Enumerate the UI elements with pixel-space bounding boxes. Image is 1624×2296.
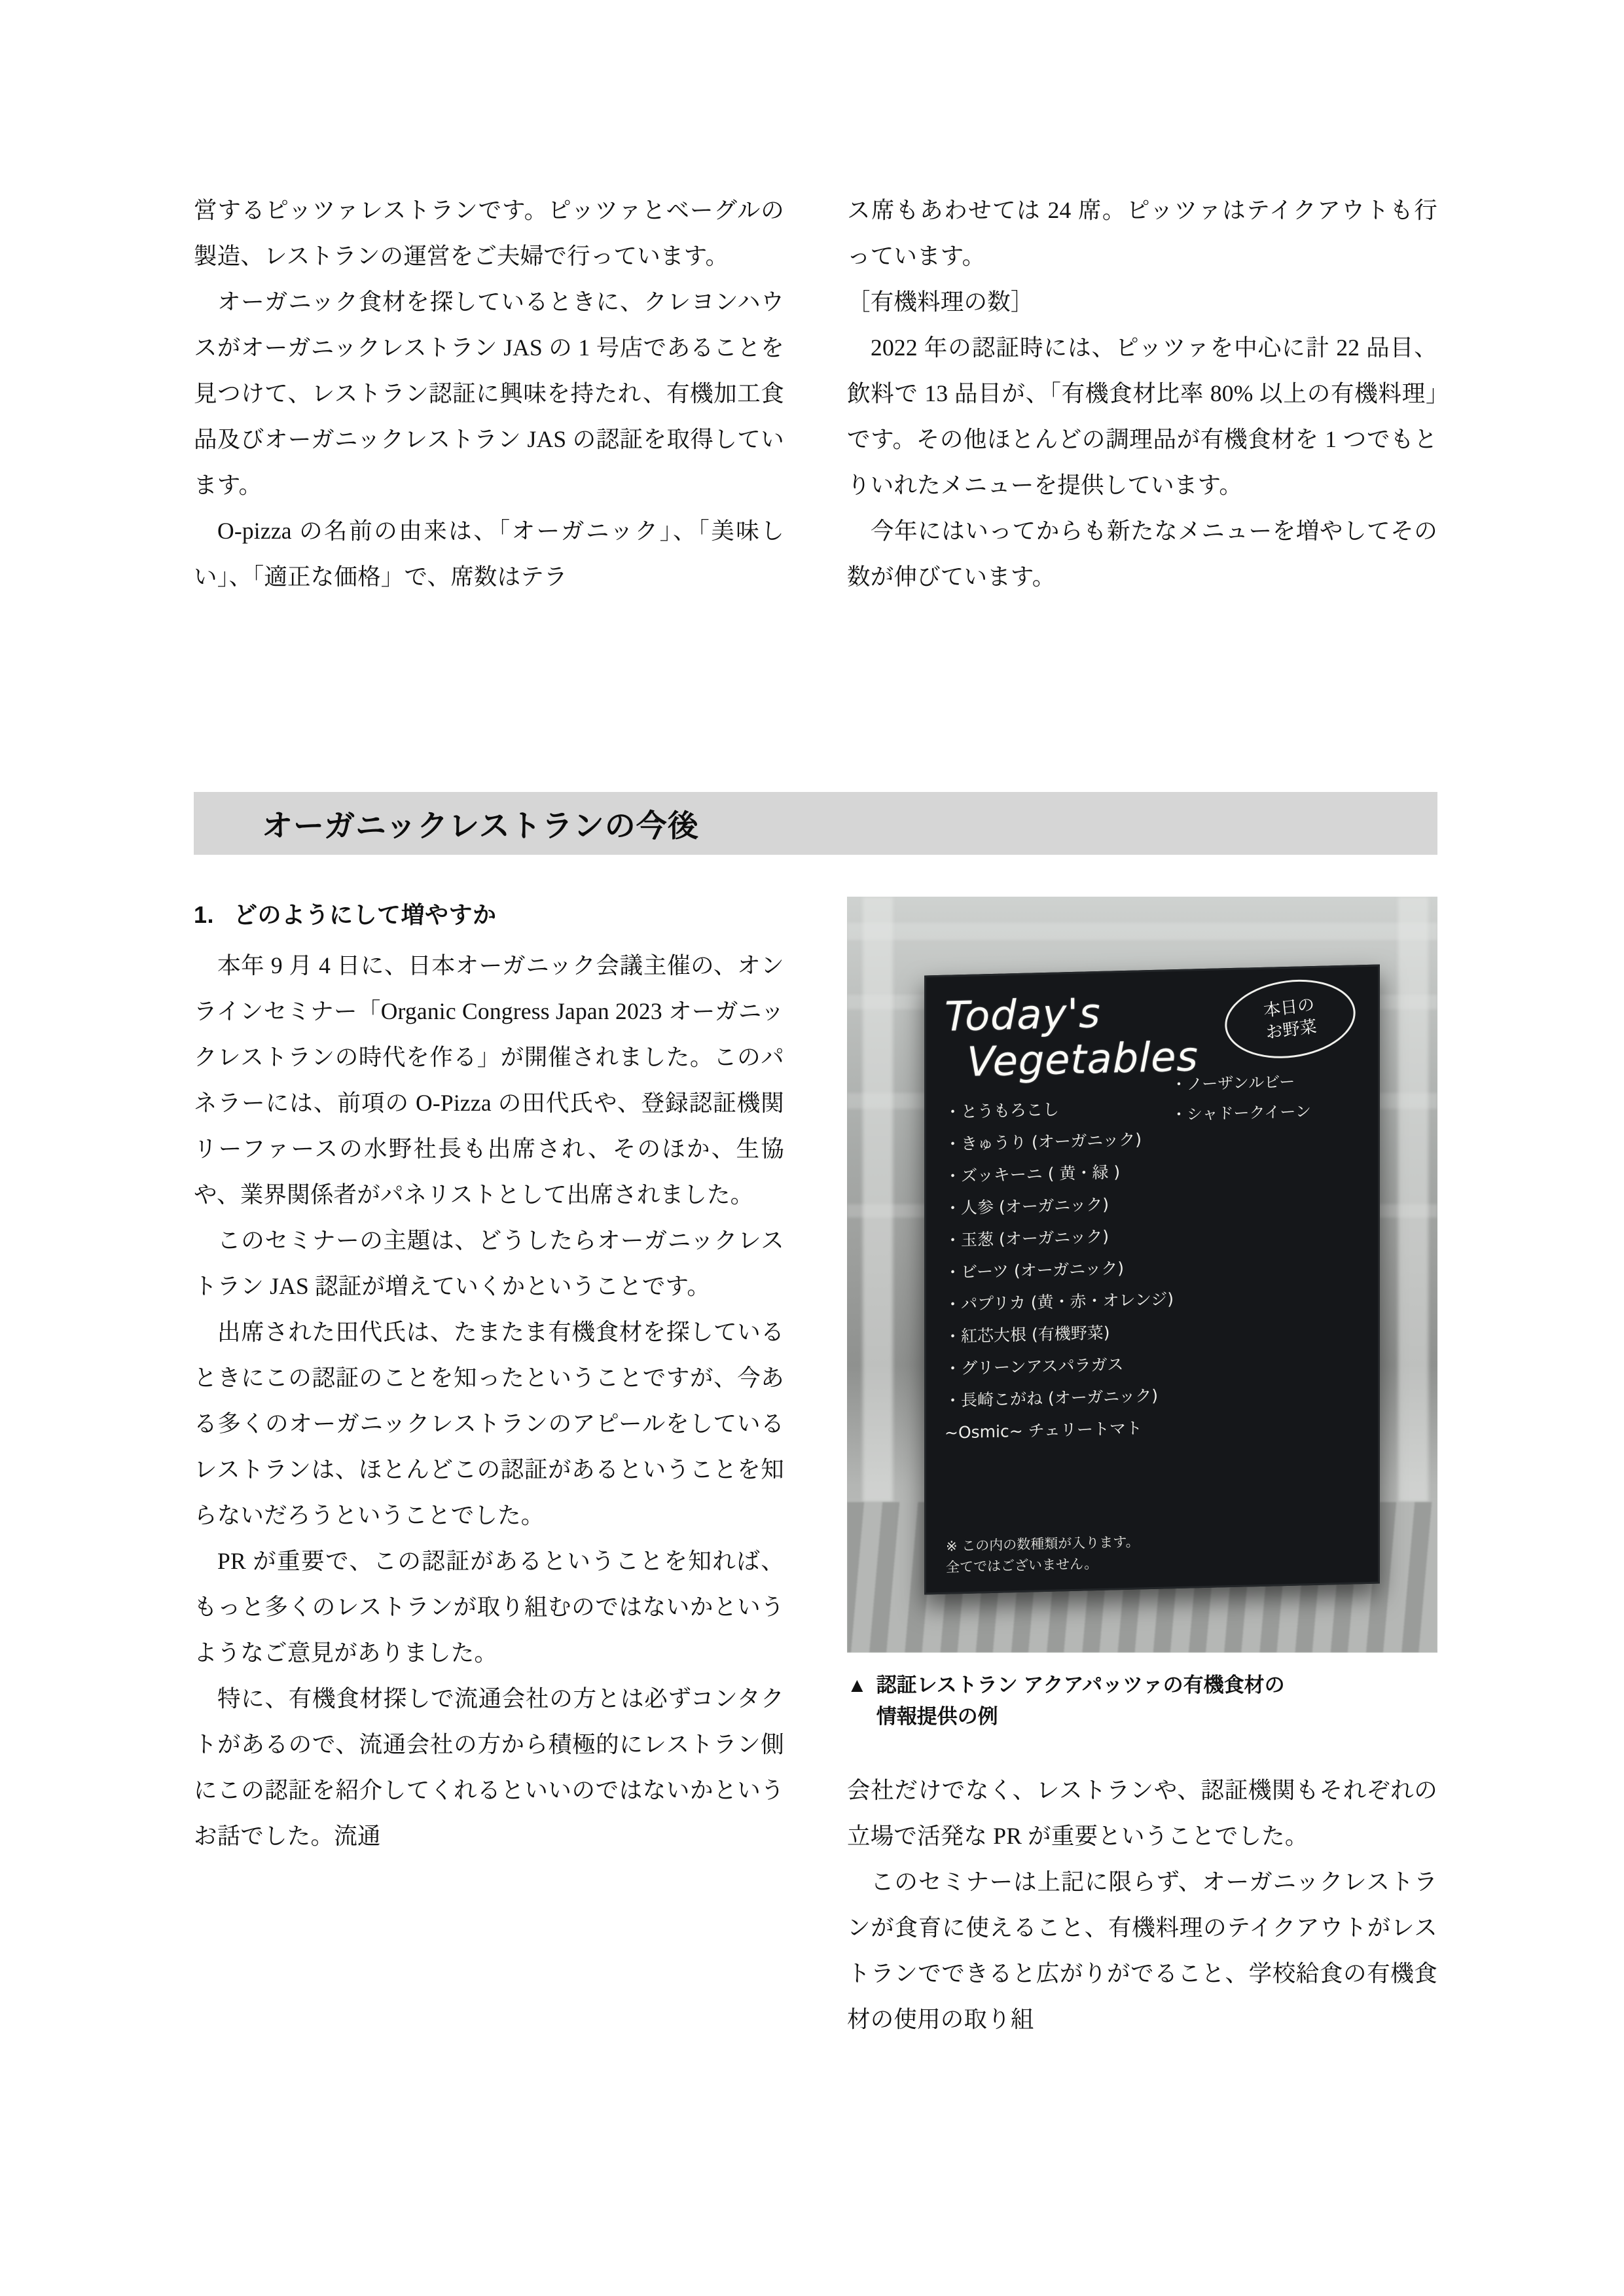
- chalkboard: [924, 964, 1380, 1594]
- chalkboard-title-line2: Vegetables: [967, 1032, 1199, 1086]
- figure: [847, 897, 1437, 1732]
- list-item: ・ビーツ (オーガニック): [945, 1259, 1124, 1282]
- list-item: ・きゅうり (オーガニック): [945, 1130, 1142, 1154]
- paragraph: 本年 9 月 4 日に、日本オーガニック会議主催の、オンラインセミナー「Organic Congress Japan 2023 オーガニックレストランの時代を作る」が開催されました。このパネラーには、前項の O-Pizza の田代氏や、登録認証機関リーファースの水野社長も出席され、そのほか、生協や、業界関係者がパネリストとして出席されました。: [194, 952, 784, 1208]
- section-heading-bar: [194, 792, 1437, 855]
- chalkboard-badge-line2: お野菜: [1265, 1016, 1318, 1043]
- paragraph: オーガニック食材を探しているときに、クレヨンハウスがオーガニックレストラン JAS の 1 号店であることを見つけて、レストラン認証に興味を持たれ、有機加工食品及びオーガニックレストラン JAS の認証を取得しています。: [194, 289, 784, 498]
- list-item: ・ズッキーニ ( 黄・緑 ): [945, 1162, 1121, 1186]
- figure-caption-line2: 情報提供の例: [876, 1705, 998, 1728]
- chalkboard-vegetable-list: [945, 1086, 1360, 1448]
- list-item: ・パプリカ (黄・赤・オレンジ): [945, 1289, 1174, 1314]
- list-item: ・グリーンアスパラガス: [945, 1355, 1124, 1378]
- top-two-column-block: [194, 187, 1437, 600]
- paragraph: 今年にはいってからも新たなメニューを増やしてその数が伸びています。: [847, 518, 1437, 590]
- list-item: ・人参 (オーガニック): [945, 1194, 1109, 1218]
- chalkboard-vegetable-list-right: [1171, 1066, 1311, 1130]
- paragraph: O-pizza の名前の由来は、「オーガニック」、「美味しい」、「適正な価格」で、席数はテラ: [194, 518, 784, 590]
- top-left-column: [194, 187, 784, 600]
- top-right-column: [847, 187, 1437, 600]
- paragraph: 営するピッツァレストランです。ピッツァとベーグルの製造、レストランの運営をご夫婦で行っています。: [194, 197, 784, 269]
- subsection-title: どのようにして増やすか: [234, 901, 497, 928]
- paragraph: 特に、有機食材探しで流通会社の方とは必ずコンタクトがあるので、流通会社の方から積極的にレストラン側にこの認証を紹介してくれるといいのではないかというお話でした。流通: [194, 1685, 784, 1849]
- figure-photo-chalkboard-menu: [847, 897, 1437, 1653]
- paragraph: このセミナーの主題は、どうしたらオーガニックレストラン JAS 認証が増えていくかということです。: [194, 1227, 784, 1299]
- figure-caption-text: [876, 1670, 1285, 1732]
- paragraph: ス席もあわせては 24 席。ピッツァはテイクアウトも行っています。: [847, 197, 1437, 269]
- figure-caption-line1: 認証レストラン アクアパッツァの有機食材の: [876, 1674, 1285, 1696]
- list-item: ・ノーザンルビー: [1171, 1072, 1295, 1094]
- list-item: ・シャドークイーン: [1171, 1102, 1311, 1124]
- paragraph: このセミナーは上記に限らず、オーガニックレストランが食育に使えること、有機料理のテイクアウトがレストランでできると広がりがでること、学校給食の有機食材の使用の取り組: [847, 1869, 1437, 2032]
- paragraph: 2022 年の認証時には、ピッツァを中心に計 22 品目、飲料で 13 品目が、「有機食材比率 80% 以上の有機料理」です。その他ほとんどの調理品が有機食材を 1 つでもとりいれたメニューを提供しています。: [847, 334, 1437, 498]
- paragraph: 出席された田代氏は、たまたま有機食材を探しているときにこの認証のことを知ったということですが、今ある多くのオーガニックレストランのアピールをしているレストランは、ほとんどこの認証があるということを知らないだろうということでした。: [194, 1319, 784, 1528]
- list-item: ・長崎こがね (オーガニック): [945, 1386, 1158, 1410]
- chalkboard-content: [926, 967, 1378, 1593]
- chalkboard-note-line2: 全てではございません。: [946, 1556, 1098, 1575]
- figure-caption: [847, 1670, 1437, 1732]
- triangle-marker-icon: ▲: [847, 1674, 867, 1696]
- list-item: ~Osmic~ チェリートマト: [945, 1418, 1142, 1443]
- paragraph: PR が重要で、この認証があるということを知れば、もっと多くのレストランが取り組むのではないかというようなご意見がありました。: [194, 1548, 784, 1666]
- list-item: ・とうもろこし: [945, 1100, 1060, 1122]
- chalkboard-note: [946, 1531, 1140, 1577]
- list-item: ・玉葱 (オーガニック): [945, 1227, 1109, 1250]
- chalkboard-title-line1: Today's: [945, 988, 1101, 1041]
- list-item: ・紅芯大根 (有機野菜): [945, 1323, 1110, 1346]
- lower-left-column: [194, 942, 784, 1859]
- subsection-heading: [194, 897, 497, 930]
- section-heading-text: オーガニックレストランの今後: [262, 808, 699, 843]
- subsection-number: 1.: [194, 901, 215, 928]
- bracket-subheading: ［有機料理の数］: [847, 289, 1034, 315]
- lower-right-column: [847, 1767, 1437, 2042]
- chalkboard-badge-line1: 本日の: [1262, 995, 1316, 1021]
- chalkboard-note-line1: ※ この内の数種類が入ります。: [946, 1534, 1140, 1554]
- paragraph: 会社だけでなく、レストランや、認証機関もそれぞれの立場で活発な PR が重要ということでした。: [847, 1777, 1437, 1849]
